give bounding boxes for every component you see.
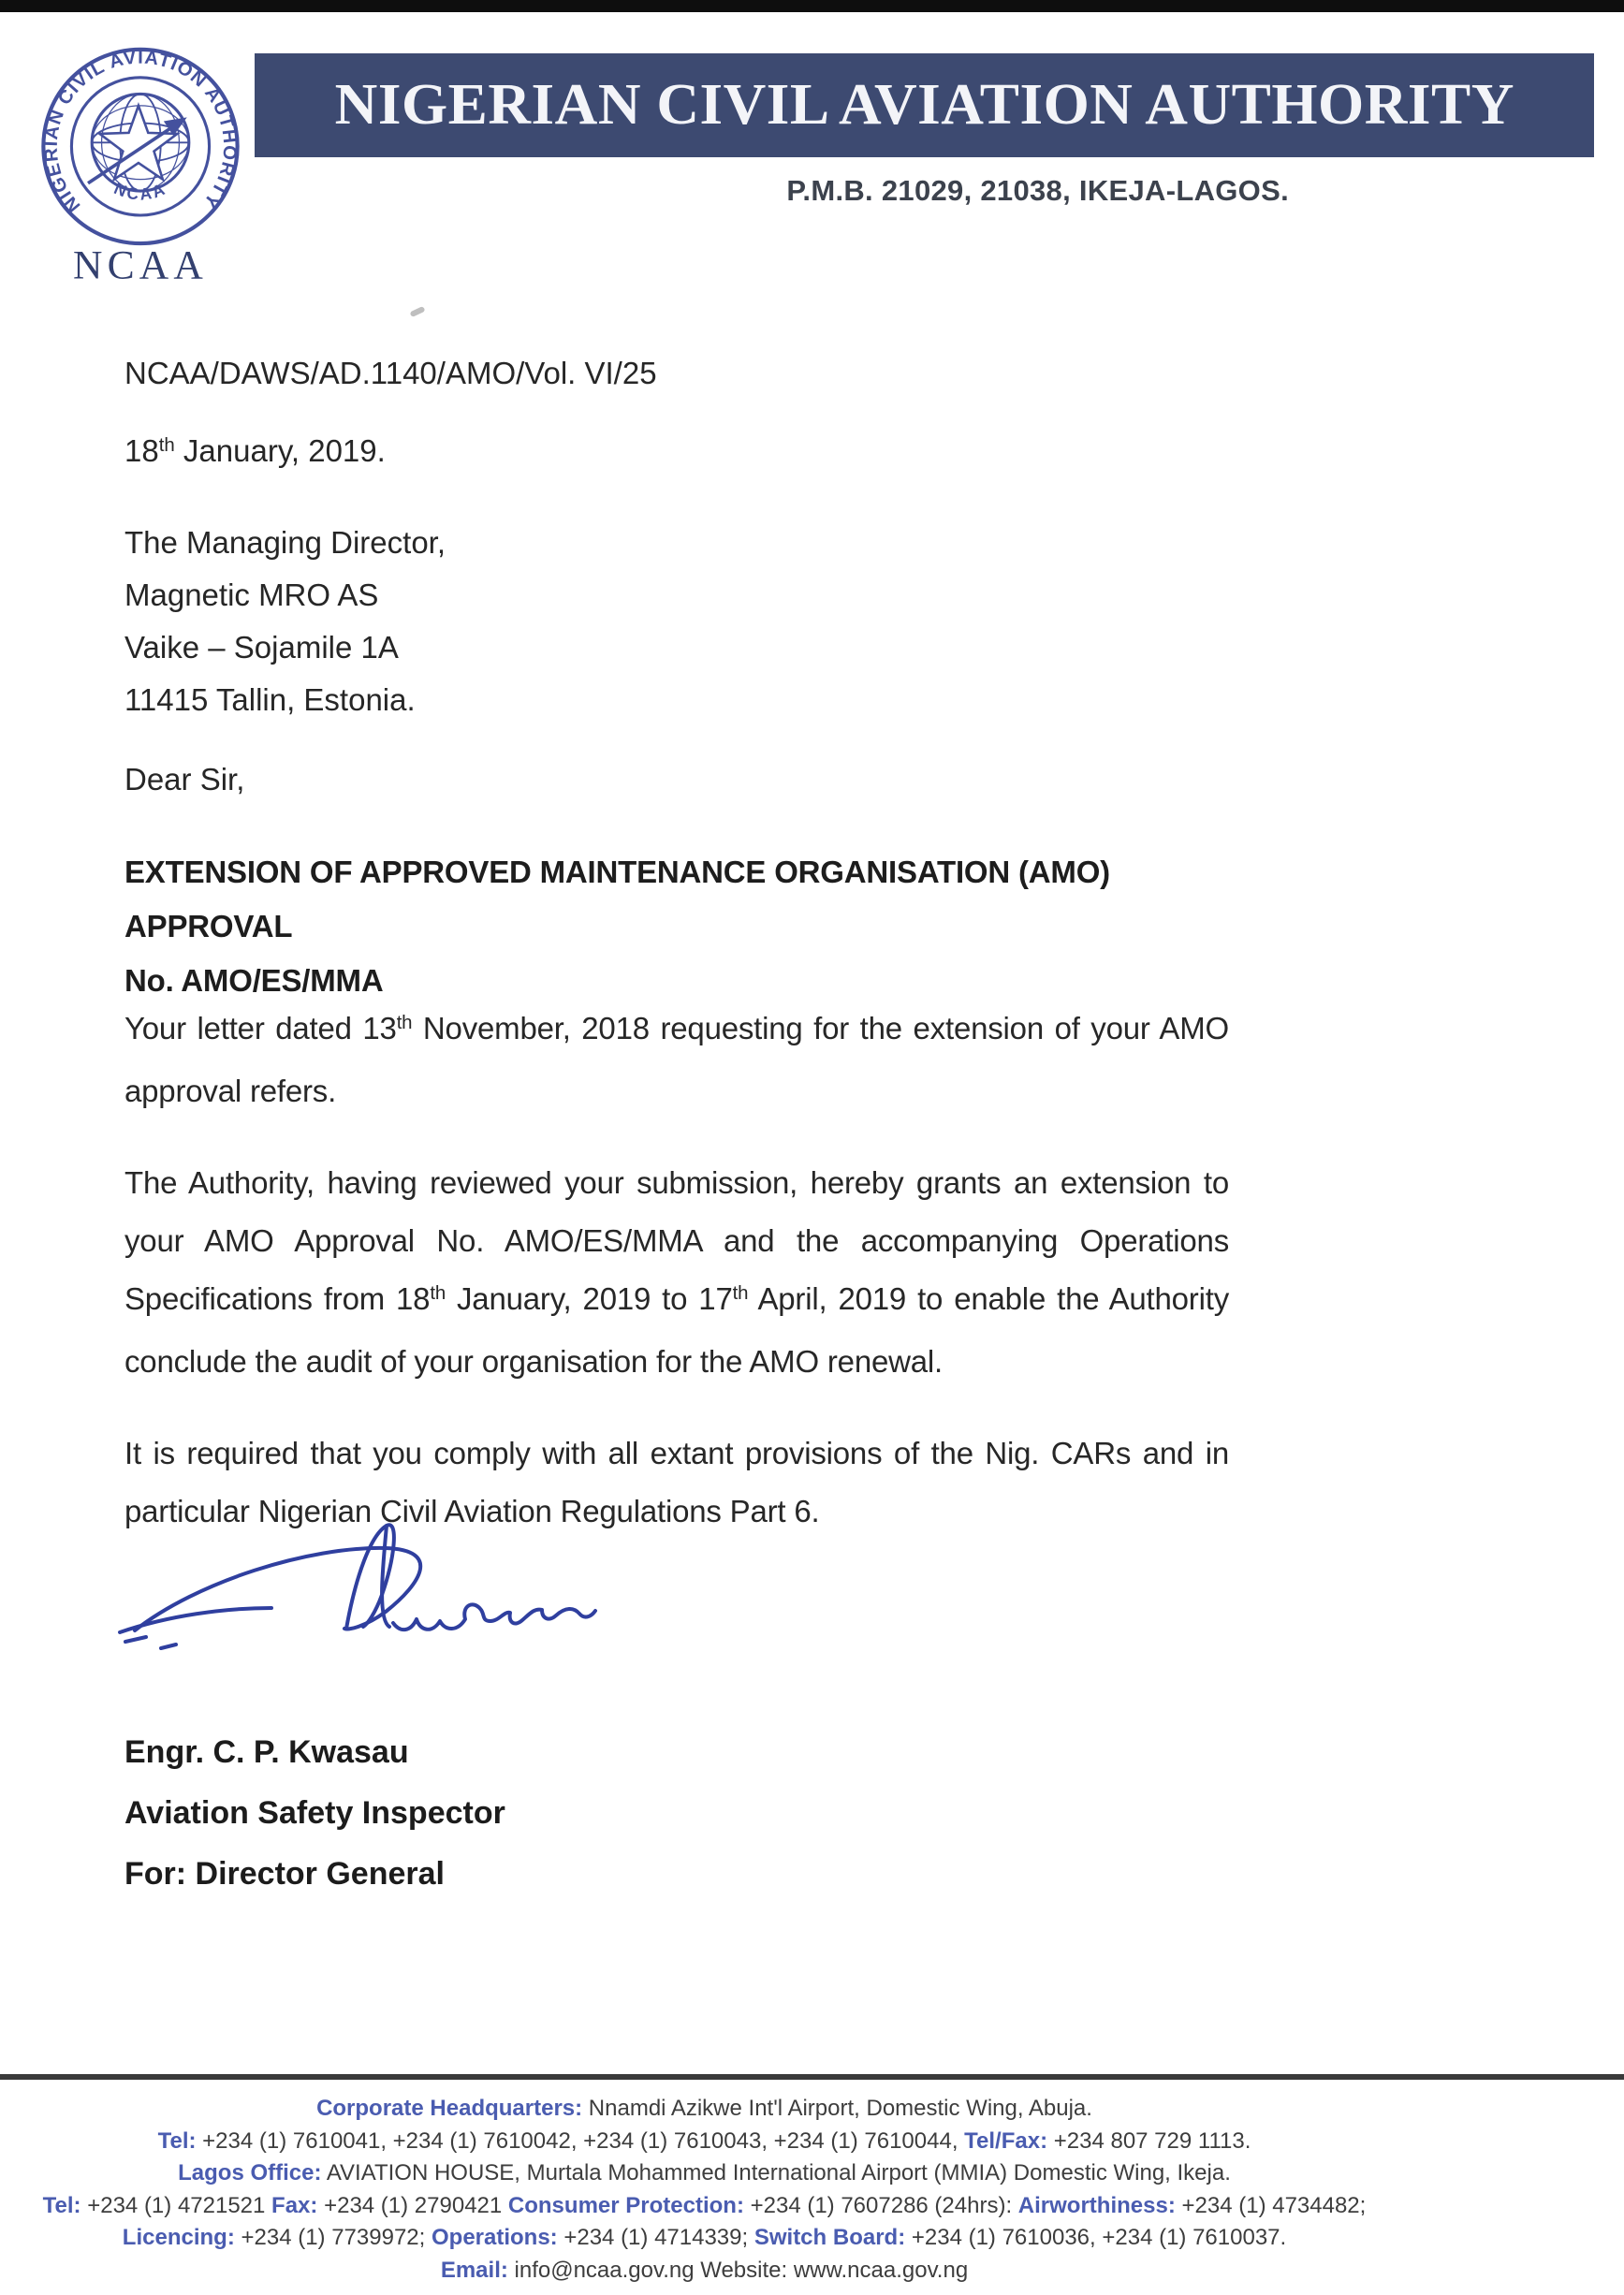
recipient-line: Vaike – Sojamile 1A <box>124 630 399 665</box>
footer-field-label: Tel/Fax: <box>964 2127 1048 2154</box>
footer-line <box>0 2126 1409 2158</box>
footer-line <box>0 2222 1409 2255</box>
footer-field-label: Email: <box>440 2257 508 2283</box>
org-title: NIGERIAN CIVIL AVIATION AUTHORITY <box>334 73 1514 137</box>
footer-field-label: Lagos Office: <box>178 2160 322 2185</box>
paragraph <box>124 1154 1229 1391</box>
text-run: It is required that you comply with all extant provisions of the Nig. CARs and in particular Nigerian Civil Aviation Regulations Part 6. <box>124 1436 1229 1528</box>
signatory-block <box>124 1722 505 1905</box>
footer-line <box>0 2190 1409 2223</box>
footer-field-label: Operations: <box>431 2225 558 2250</box>
text-run: January, 2019 to 17 <box>446 1281 733 1316</box>
ncaa-logo <box>34 39 247 289</box>
letter-date <box>124 433 386 469</box>
footer-field-label: Fax: <box>271 2192 318 2218</box>
footer-field-value: +234 (1) 4714339; <box>557 2225 754 2250</box>
footer-field-label: Licencing: <box>122 2225 235 2250</box>
footer-field-value: Nnamdi Azikwe Int'l Airport, Domestic Wing, Abuja. <box>582 2096 1092 2121</box>
text-run: January, 2019. <box>174 433 386 468</box>
body-paragraphs <box>124 1000 1229 1574</box>
footer-field-label: Corporate Headquarters: <box>316 2096 583 2121</box>
signatory-for-line: For: Director General <box>124 1856 445 1892</box>
footer-divider <box>0 2074 1624 2080</box>
footer-field-value: info@ncaa.gov.ng Website: www.ncaa.gov.ng <box>507 2257 969 2283</box>
footer-field-value: +234 (1) 7739972; <box>234 2225 432 2250</box>
text-run: The Authority, having reviewed your submission, hereby grants an extension to your AMO Approval No. AMO/ES/MMA and the accompanying Operations Specifications from 18 <box>124 1165 1229 1316</box>
scan-smudge <box>409 306 425 317</box>
reference-number: NCAA/DAWS/AD.1140/AMO/Vol. VI/25 <box>124 356 657 390</box>
handwritten-signature <box>112 1518 636 1691</box>
recipient-address <box>124 517 446 726</box>
subject-heading <box>124 845 1238 1008</box>
footer-contacts <box>0 2093 1409 2287</box>
superscript: th <box>430 1281 446 1304</box>
superscript: th <box>732 1281 749 1304</box>
footer-field-value: +234 (1) 4721521 <box>80 2192 272 2218</box>
text-run: Your letter dated 13 <box>124 1011 397 1045</box>
paragraph <box>124 1000 1229 1120</box>
logo-caption: NCAA <box>72 242 209 285</box>
superscript: th <box>396 1011 413 1033</box>
subject-line-2: No. AMO/ES/MMA <box>124 963 384 998</box>
footer-field-value: +234 (1) 7607286 (24hrs): <box>743 2192 1018 2218</box>
footer-line <box>0 2255 1409 2288</box>
seal-inner-label: NCAA <box>110 179 170 204</box>
text-run: November, 2018 requesting for the extension of your AMO approval refers. <box>124 1011 1229 1108</box>
recipient-line: 11415 Tallin, Estonia. <box>124 682 416 717</box>
signatory-name: Engr. C. P. Kwasau <box>124 1734 409 1770</box>
footer-field-value: +234 (1) 7610041, +234 (1) 7610042, +234 (1) 7610043, +234 (1) 7610044, <box>196 2127 965 2154</box>
footer-field-label: Tel: <box>42 2192 81 2218</box>
footer-field-label: Tel: <box>157 2127 197 2154</box>
footer-field-value: +234 (1) 2790421 <box>317 2192 508 2218</box>
scan-top-bar <box>0 0 1624 12</box>
superscript: th <box>158 433 175 456</box>
subject-line-1: EXTENSION OF APPROVED MAINTENANCE ORGANISATION (AMO) APPROVAL <box>124 855 1110 943</box>
signature-ink-icon <box>112 1518 636 1687</box>
footer-field-value: +234 (1) 4734482; <box>1175 2192 1367 2218</box>
salutation: Dear Sir, <box>124 762 245 797</box>
footer-field-label: Airworthiness: <box>1017 2192 1176 2218</box>
footer-line <box>0 2093 1409 2126</box>
text-run: 18 <box>124 433 159 468</box>
footer-field-value: AVIATION HOUSE, Murtala Mohammed International Airport (MMIA) Domestic Wing, Ikeja. <box>321 2160 1231 2185</box>
footer-line <box>0 2157 1409 2190</box>
text-run: April, 2019 to enable the Authority conclude the audit of your organisation for the AMO renewal. <box>124 1281 1229 1379</box>
footer-field-label: Consumer Protection: <box>507 2192 744 2218</box>
recipient-line: The Managing Director, <box>124 525 446 560</box>
signatory-title: Aviation Safety Inspector <box>124 1795 505 1831</box>
seal-ring-text: NIGERIAN CIVIL AVIATION AUTHORITY <box>40 47 241 216</box>
recipient-line: Magnetic MRO AS <box>124 577 379 612</box>
ncaa-seal-icon <box>34 39 247 285</box>
footer-field-value: +234 807 729 1113. <box>1047 2127 1251 2154</box>
pmb-address-line: P.M.B. 21029, 21038, IKEJA-LAGOS. <box>786 174 1289 207</box>
footer-field-value: +234 (1) 7610036, +234 (1) 7610037. <box>905 2225 1287 2250</box>
title-banner <box>255 53 1594 157</box>
footer-field-label: Switch Board: <box>753 2225 906 2250</box>
